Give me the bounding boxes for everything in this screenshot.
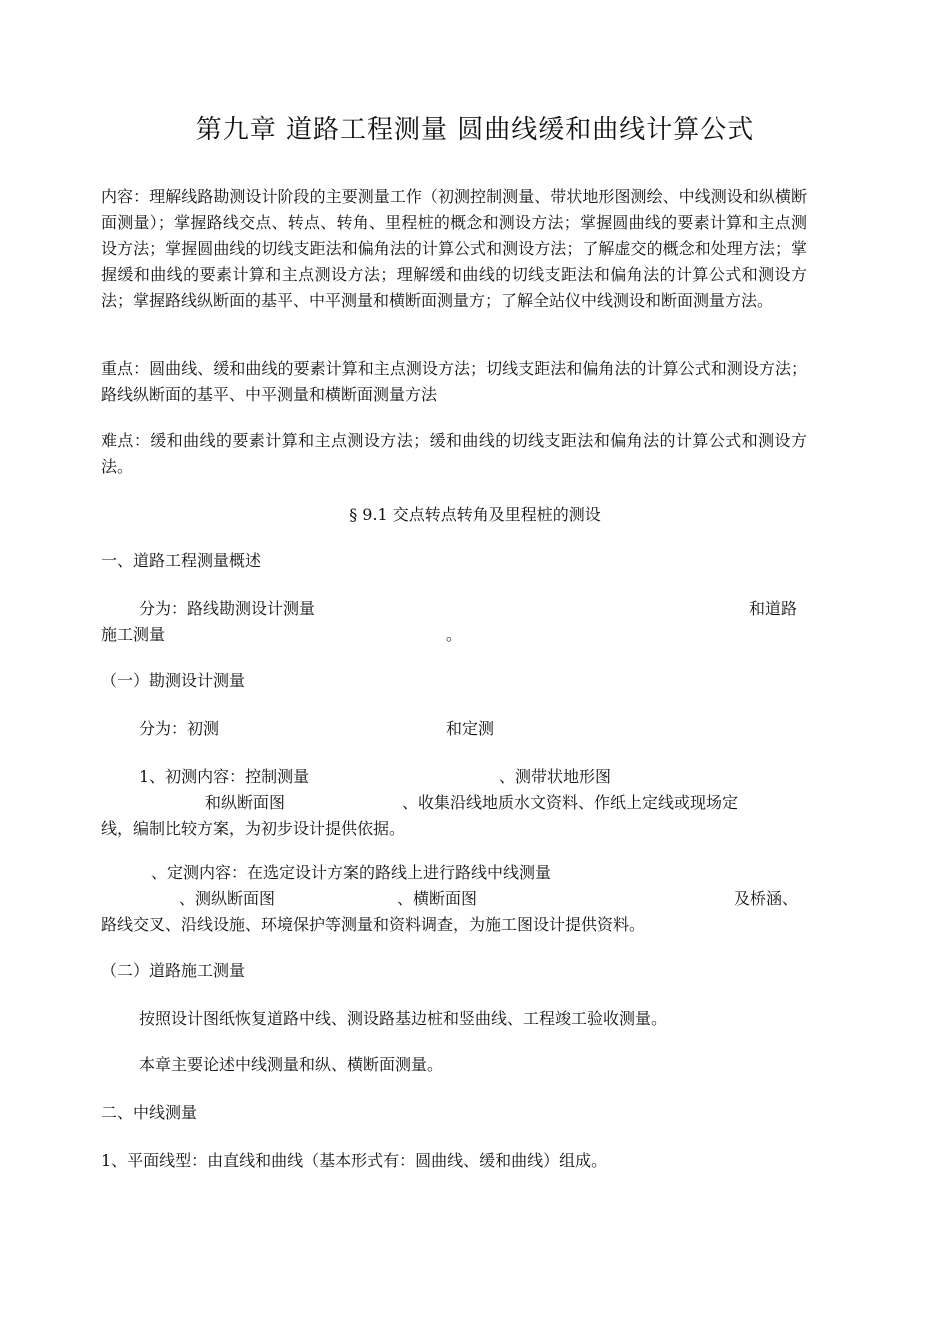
final-survey-1: 、定测内容：在选定设计方案的路线上进行路线中线测量	[151, 863, 552, 882]
difficulties-paragraph: 难点：缓和曲线的要素计算和主点测设方法；缓和曲线的切线支距法和偏角法的计算公式和测设方法。	[101, 431, 807, 476]
initial-survey-5: 线，编制比较方案，为初步设计提供依据。	[101, 819, 406, 838]
key-points-paragraph: 重点：圆曲线、缓和曲线的要素计算和主点测设方法；切线支距法和偏角法的计算公式和测设方法；路线纵断面的基平、中平测量和横断面测量方法	[101, 359, 807, 404]
initial-survey-4: 、收集沿线地质水文资料、作纸上定线或现场定	[402, 793, 739, 812]
heading-centerline: 二、中线测量	[101, 1103, 198, 1122]
final-survey-3: 、横断面图	[397, 889, 478, 908]
final-survey-2: 、测纵断面图	[179, 889, 276, 908]
final-survey-5: 路线交叉、沿线设施、环境保护等测量和资料调查，为施工图设计提供资料。	[101, 915, 646, 934]
heading-overview: 一、道路工程测量概述	[101, 551, 262, 570]
division-text-3: 施工测量	[101, 625, 166, 644]
division-text-1: 分为：路线勘测设计测量	[139, 599, 316, 618]
initial-survey-3: 和纵断面图	[205, 793, 286, 812]
heading-survey-design: （一）勘测设计测量	[101, 671, 246, 690]
survey-division-1: 分为：初测	[139, 719, 220, 738]
final-survey-4: 及桥涵、	[734, 889, 799, 908]
survey-division-2: 和定测	[446, 719, 495, 738]
division-text-2: 和道路	[749, 599, 798, 618]
initial-survey-1: 1、初测内容：控制测量	[139, 767, 310, 786]
content-paragraph: 内容：理解线路勘测设计阶段的主要测量工作（初测控制测量、带状地形图测绘、中线测设和纵横断面测量）；掌握路线交点、转点、转角、里程桩的概念和测设方法；掌握圆曲线的要素计算和主点测设方法；掌握圆曲线的切线支距法和偏角法的计算公式和测设方法；了解虚交的概念和处理方法；掌握缓和曲线的要素计算和主点测设方法；理解缓和曲线的切线支距法和偏角法的计算公式和测设方法；掌握路线纵断面的基平、中平测量和横断面测量方；了解全站仪中线测设和断面测量方法。	[101, 187, 807, 310]
initial-survey-2: 、测带状地形图	[499, 767, 612, 786]
section-heading: § 9.1 交点转点转角及里程桩的测设	[349, 505, 601, 524]
construction-text: 按照设计图纸恢复道路中线、测设路基边桩和竖曲线、工程竣工验收测量。	[139, 1009, 668, 1028]
chapter-title: 第九章 道路工程测量 圆曲线缓和曲线计算公式	[195, 115, 755, 145]
plane-alignment-text: 1、平面线型：由直线和曲线（基本形式有：圆曲线、缓和曲线）组成。	[101, 1151, 608, 1170]
heading-construction: （二）道路施工测量	[101, 961, 246, 980]
division-text-4: 。	[446, 625, 463, 644]
chapter-focus-text: 本章主要论述中线测量和纵、横断面测量。	[139, 1055, 444, 1074]
